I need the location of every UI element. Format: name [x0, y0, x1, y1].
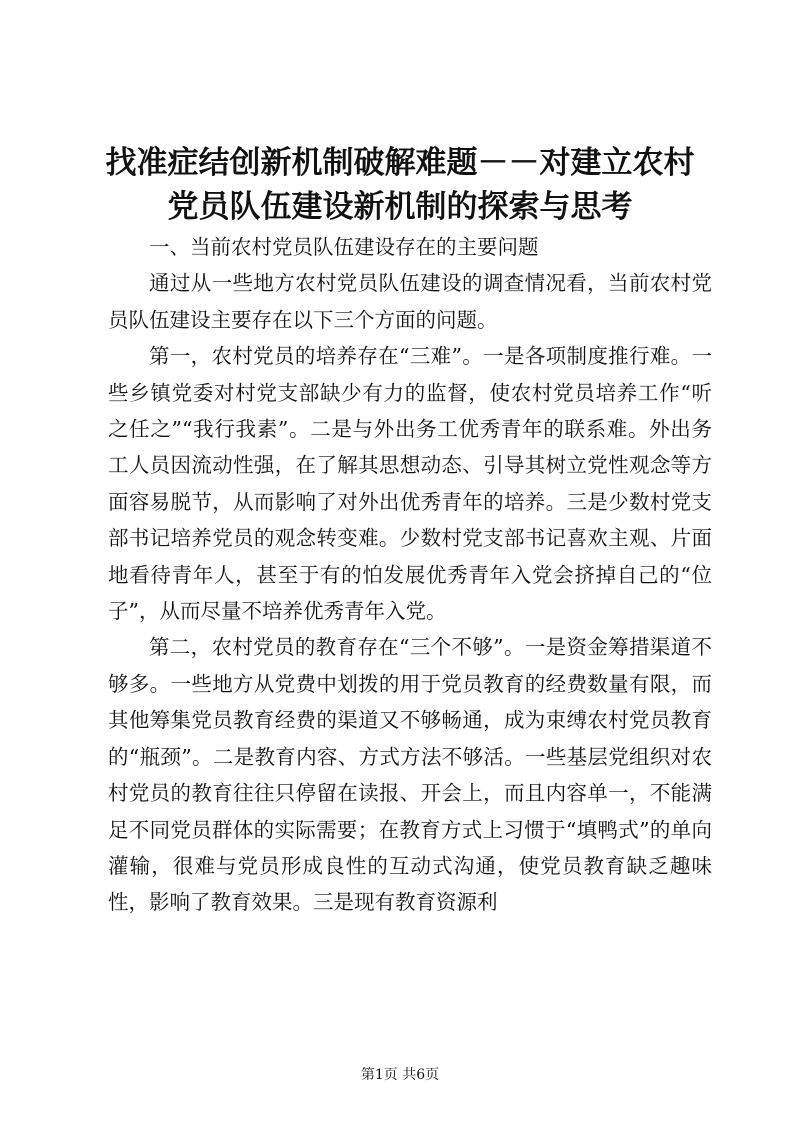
document-body: [108, 229, 712, 921]
paragraph-intro: 通过从一些地方农村党员队伍建设的调查情况看，当前农村党员队伍建设主要存在以下三个方面的问题。: [108, 271, 712, 332]
page-footer: 第1页 共6页: [360, 1067, 440, 1083]
paragraph-first: 第一，农村党员的培养存在“三难”。一是各项制度推行难。一些乡镇党委对村党支部缺少有力的监督，使农村党员培养工作“听之任之”“我行我素”。二是与外出务工优秀青年的联系难。外出务工人员因流动性强，在了解其思想动态、引导其树立党性观念等方面容易脱节，从而影响了对外出优秀青年的培养。三是少数村党支部书记培养党员的观念转变难。少数村党支部书记喜欢主观、片面地看待青年人，甚至于有的怕发展优秀青年入党会挤掉自己的“位子”，从而尽量不培养优秀青年入党。: [108, 344, 712, 624]
document-title: 找准症结创新机制破解难题－－对建立农村党员队伍建设新机制的探索与思考: [105, 145, 695, 225]
section-heading: 一、当前农村党员队伍建设存在的主要问题: [149, 235, 539, 259]
paragraph-second: 第二，农村党员的教育存在“三个不够”。一是资金筹措渠道不够多。一些地方从党费中划拨的用于党员教育的经费数量有限，而其他筹集党员教育经费的渠道又不够畅通，成为束缚农村党员教育的“瓶颈”。二是教育内容、方式方法不够活。一些基层党组织对农村党员的教育往往只停留在读报、开会上，而且内容单一，不能满足不同党员群体的实际需要；在教育方式上习惯于“填鸭式”的单向灌输，很难与党员形成良性的互动式沟通，使党员教育缺乏趣味性，影响了教育效果。三是现有教育资源利: [108, 635, 712, 915]
